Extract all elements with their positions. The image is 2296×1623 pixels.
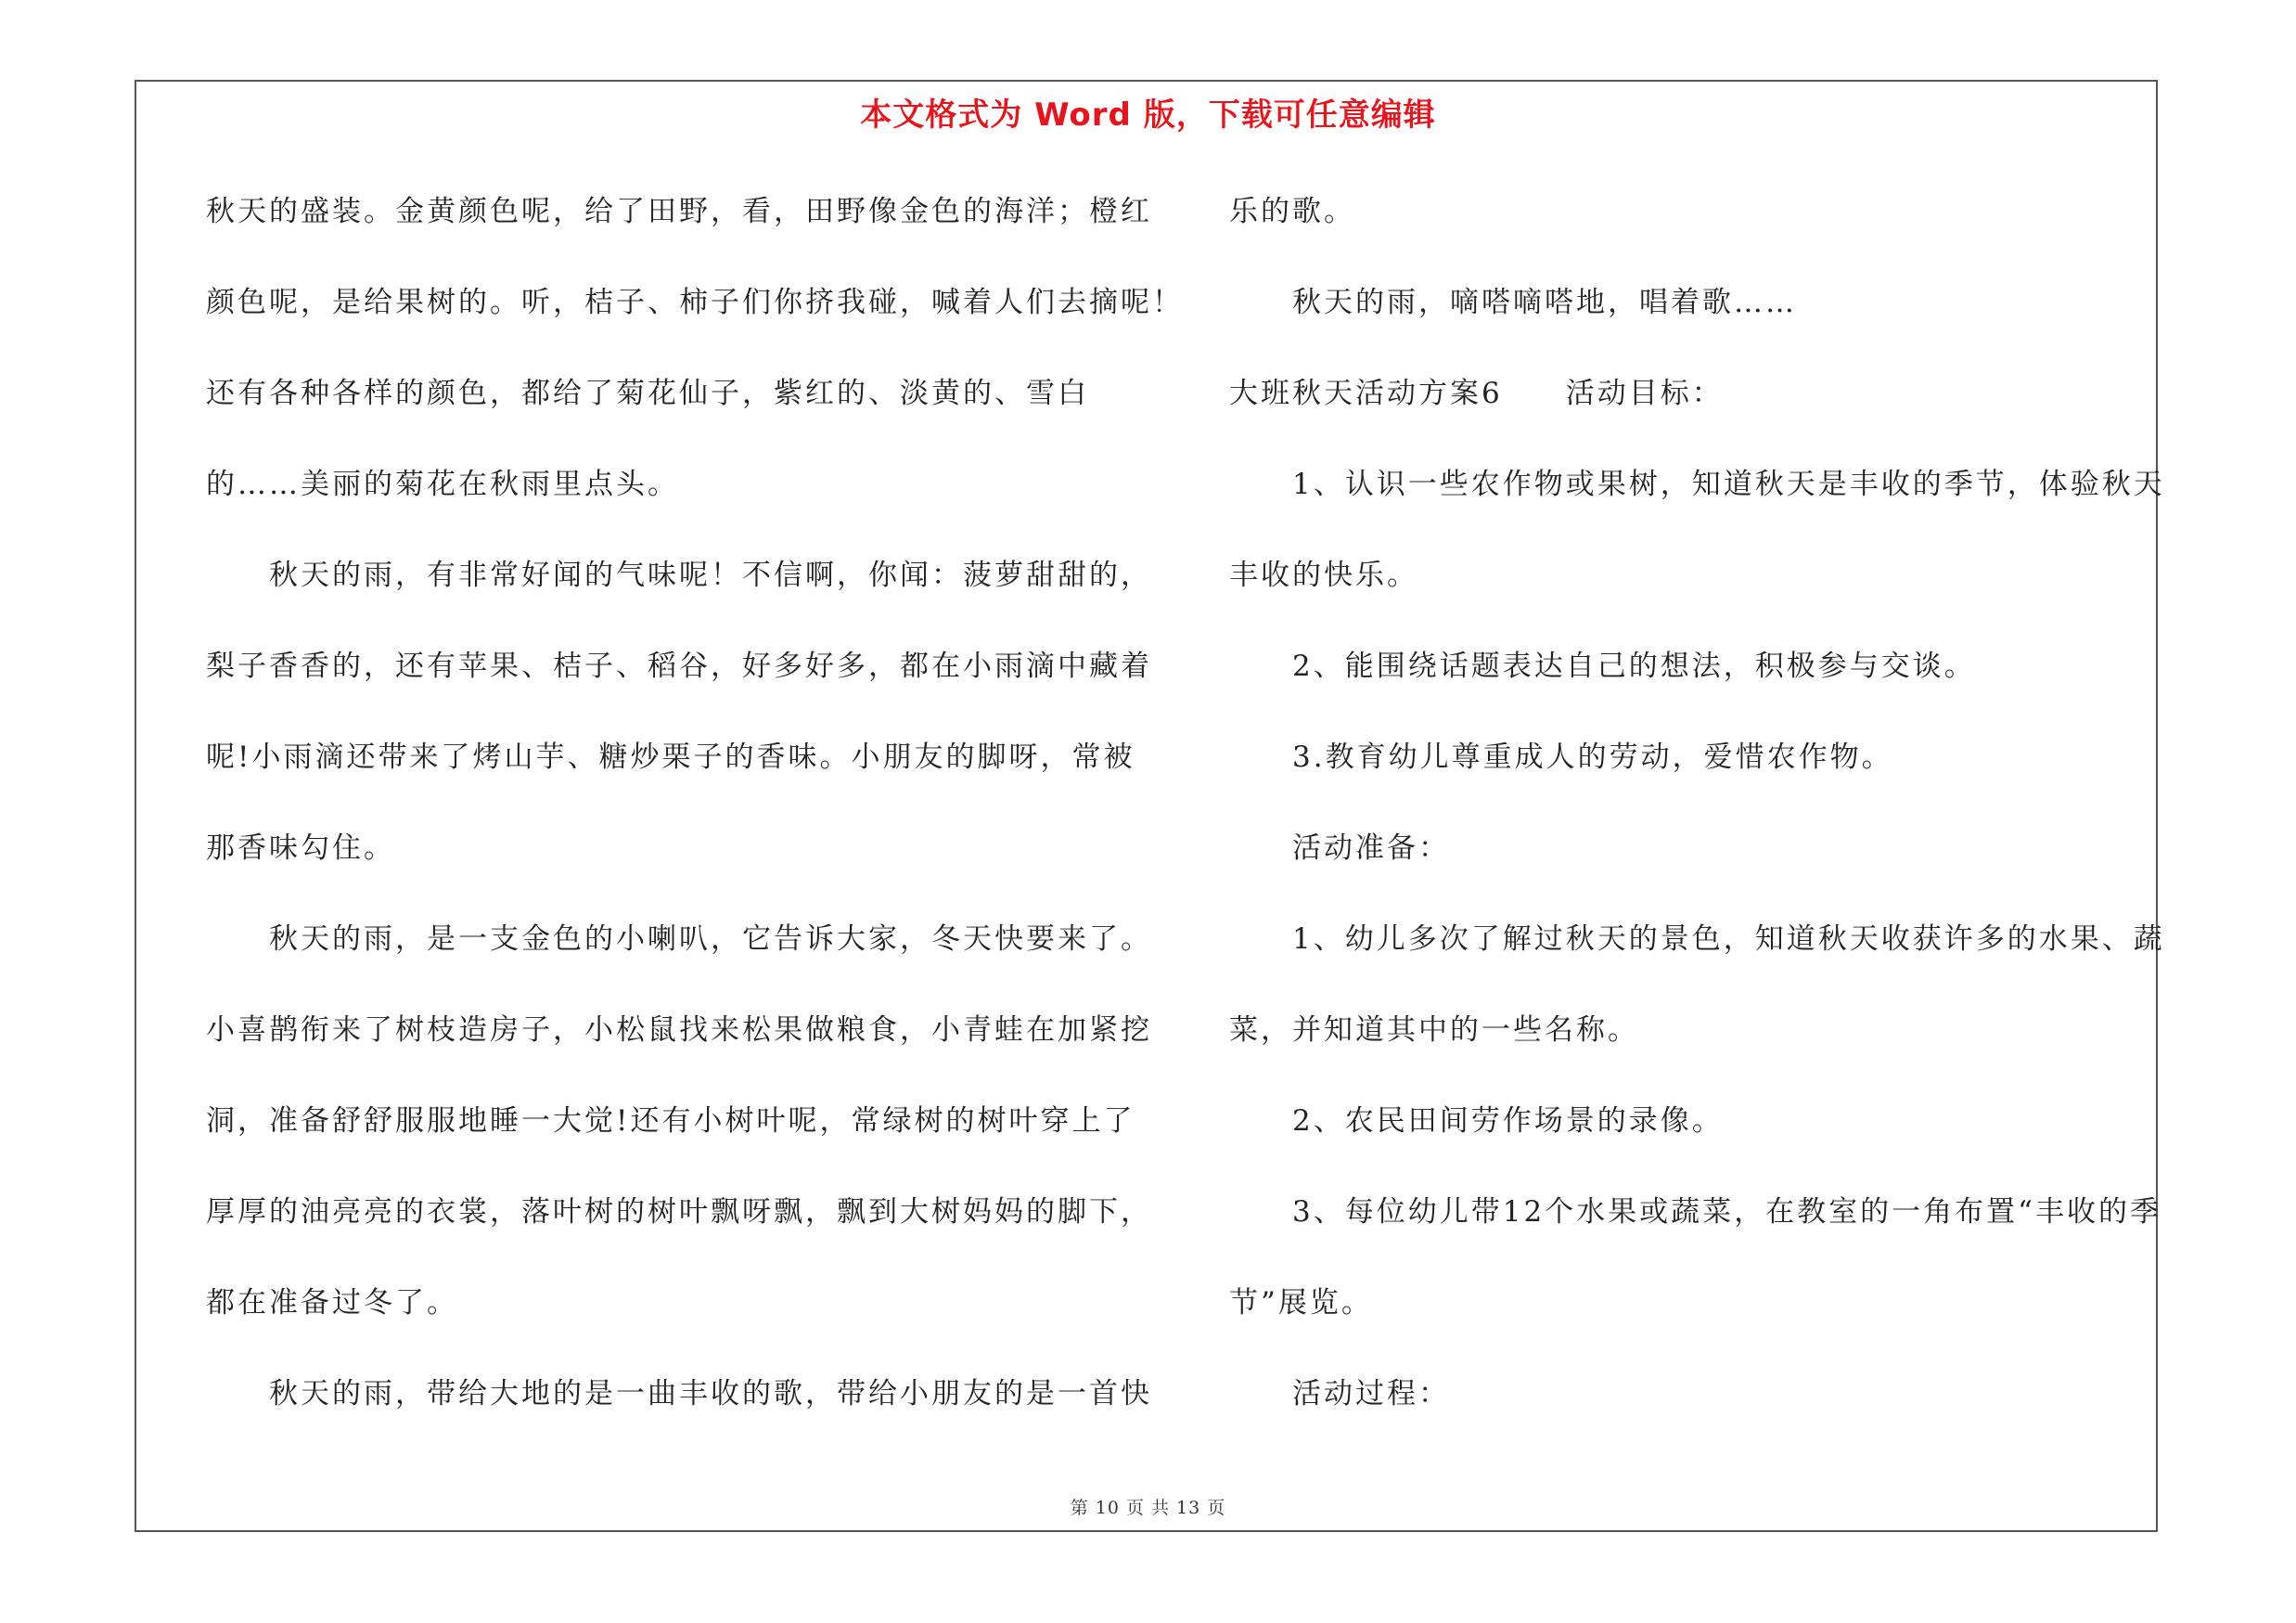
left-column-line: 那香味勾住。 — [206, 831, 395, 865]
right-column-line: 活动准备： — [1292, 831, 1450, 865]
left-column-line: 洞，准备舒舒服服地睡一大觉!还有小树叶呢，常绿树的树叶穿上了 — [206, 1104, 1135, 1138]
right-column-line: 乐的歌。 — [1229, 195, 1355, 228]
header-banner: 本文格式为 Word 版，下载可任意编辑 — [860, 97, 1436, 134]
left-column-line: 秋天的雨，有非常好闻的气味呢！不信啊，你闻：菠萝甜甜的， — [269, 559, 1152, 592]
right-column-line: 秋天的雨，嘀嗒嘀嗒地，唱着歌…… — [1292, 286, 1797, 319]
left-column-line: 秋天的雨，带给大地的是一曲丰收的歌，带给小朋友的是一首快 — [269, 1377, 1152, 1410]
left-column-line: 小喜鹊衔来了树枝造房子，小松鼠找来松果做粮食，小青蛙在加紧挖 — [206, 1013, 1152, 1047]
page-number-footer: 第 10 页 共 13 页 — [1070, 1498, 1226, 1518]
left-column-line: 厚厚的油亮亮的衣裳，落叶树的树叶飘呀飘，飘到大树妈妈的脚下， — [206, 1195, 1152, 1229]
right-column-line: 节”展览。 — [1229, 1286, 1373, 1320]
right-column-line: 2、农民田间劳作场景的录像。 — [1292, 1104, 1724, 1138]
right-column-line: 活动过程： — [1292, 1377, 1450, 1410]
left-column-line: 秋天的雨，是一支金色的小喇叭，它告诉大家，冬天快要来了。 — [269, 922, 1152, 956]
right-column-line: 3、每位幼儿带12个水果或蔬菜，在教室的一角布置“丰收的季 — [1292, 1195, 2162, 1229]
right-column-line: 3.教育幼儿尊重成人的劳动，爱惜农作物。 — [1292, 741, 1893, 774]
right-column-line: 1、幼儿多次了解过秋天的景色，知道秋天收获许多的水果、蔬 — [1292, 922, 2165, 956]
left-column-line: 秋天的盛装。金黄颜色呢，给了田野，看，田野像金色的海洋；橙红 — [206, 195, 1152, 228]
left-column-line: 还有各种各样的颜色，都给了菊花仙子，紫红的、淡黄的、雪白 — [206, 377, 1089, 410]
left-column-line: 都在准备过冬了。 — [206, 1286, 458, 1320]
left-column-line: 的……美丽的菊花在秋雨里点头。 — [206, 468, 679, 501]
right-column-line: 丰收的快乐。 — [1229, 559, 1418, 592]
left-text-column — [206, 185, 1184, 1458]
right-column-line: 大班秋天活动方案6 活动目标： — [1229, 377, 1724, 410]
right-column-line: 菜，并知道其中的一些名称。 — [1229, 1013, 1639, 1047]
left-column-line: 颜色呢，是给果树的。听，桔子、柿子们你挤我碰，喊着人们去摘呢！ — [206, 286, 1184, 319]
right-column-line: 1、认识一些农作物或果树，知道秋天是丰收的季节，体验秋天 — [1292, 468, 2165, 501]
right-column-line: 2、能围绕话题表达自己的想法，积极参与交谈。 — [1292, 650, 1976, 683]
left-column-line: 梨子香香的，还有苹果、桔子、稻谷，好多好多，都在小雨滴中藏着 — [206, 650, 1152, 683]
left-column-line: 呢!小雨滴还带来了烤山芋、糖炒栗子的香味。小朋友的脚呀，常被 — [206, 741, 1135, 774]
right-text-column — [1229, 185, 2165, 1458]
